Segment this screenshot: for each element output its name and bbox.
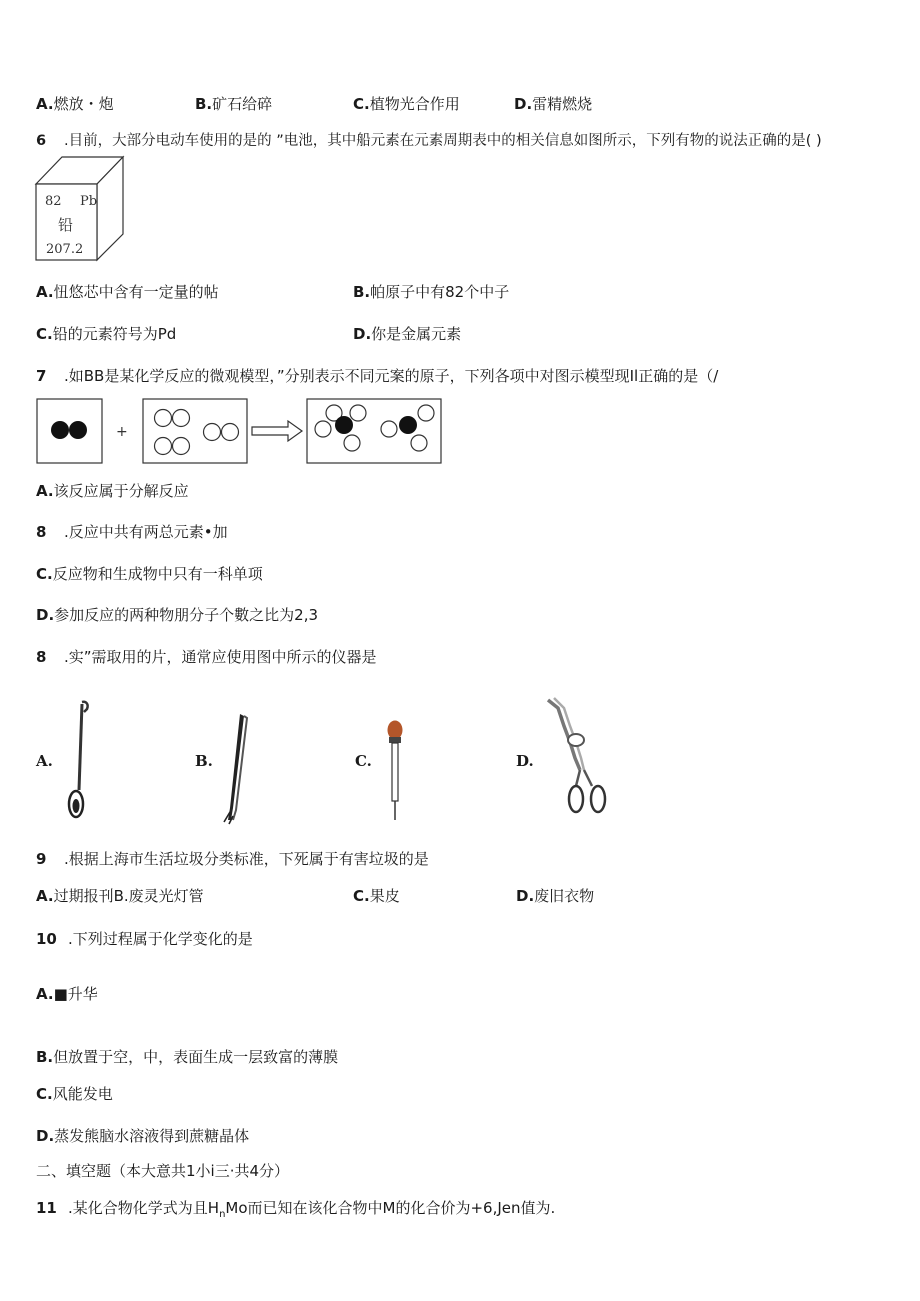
q7-option-d: D.参加反应的两种物朋分子个數之比为2,3: [36, 606, 319, 624]
section-2-title: 二、填空题（本大意共1小i三·共4分）: [36, 1162, 290, 1180]
element-mass: 207.2: [46, 242, 84, 257]
q7-option-c: C.反应物和生成物中只有一科单项: [36, 565, 263, 583]
q10-option-c: C.风能发电: [36, 1085, 113, 1103]
q8-option-b-label: B.: [195, 752, 213, 770]
q8-stem: 8 .实”需取用的片，通常应使用图中所示的仪器是: [36, 648, 377, 666]
q9-option-d: D.废旧衣物: [516, 887, 595, 905]
q7-option-b: 8 .反应中共有两总元素•加: [36, 523, 228, 541]
q5-option-c: C.植物光合作用: [353, 95, 460, 113]
lead-element-cube: [36, 156, 126, 262]
q6-option-a: A.忸悠芯中含有一定量的帖: [36, 283, 219, 301]
plus-sign: +: [116, 424, 128, 440]
element-name: 铅: [58, 216, 74, 234]
q8-option-d-label: D.: [516, 752, 534, 770]
q8-option-c-label: C.: [355, 752, 372, 770]
q9-stem: 9 .根据上海市生活垃圾分类标准，下死属于有害垃圾的是: [36, 850, 429, 868]
spoon-icon: [60, 698, 100, 822]
q5-option-b: B.矿石给碎: [195, 95, 273, 113]
q10-stem: 10 .下列过程属于化学变化的是: [36, 930, 253, 948]
q11-stem: 11 .某化合物化学式为且$H_nMo$而已知在该化合物中M的化合价为+6,Jen值为.: [36, 1199, 556, 1220]
q6-option-b: B.帕原子中有82个中子: [353, 283, 510, 301]
element-symbol: Pb: [80, 194, 98, 209]
q7-option-a: A.该反应属于分解反应: [36, 482, 189, 500]
q10-option-b: B.但放置于空，中，表面生成一层致富的薄膜: [36, 1048, 339, 1066]
dropper-icon: [380, 718, 410, 822]
q8-option-a-label: A.: [36, 752, 53, 770]
q10-option-d: D.蒸发熊脑水溶液得到蔗糖晶体: [36, 1127, 250, 1145]
q5-option-d: D.雷精燃烧: [514, 95, 593, 113]
q9-option-c: C.果皮: [353, 887, 400, 905]
q6-stem: 6 .目前，大部分电动车使用的是的 ”电池，其中船元素在元素周期表中的相关信息如图所示，下列有物的说法正确的是( ): [36, 133, 822, 149]
q5-option-a: A.燃放・炮: [36, 95, 114, 113]
q6-option-d: D.你是金属元素: [353, 325, 462, 343]
element-atomic-number: 82: [45, 194, 62, 209]
tweezers-icon: [220, 712, 254, 830]
q10-option-a: A.■升华: [36, 985, 98, 1003]
q7-stem: 7 .如BB是某化学反应的微观模型，”分别表示不同元案的原子，下列各项中对图示模型现Il正确的是（/: [36, 367, 719, 385]
reaction-model-diagram: [36, 396, 446, 466]
q6-option-c: C.铅的元素符号为Pd: [36, 325, 177, 343]
q9-option-a-b: A.过期报刊B.废灵光灯管: [36, 887, 204, 905]
crucible-tongs-icon: [540, 696, 616, 818]
